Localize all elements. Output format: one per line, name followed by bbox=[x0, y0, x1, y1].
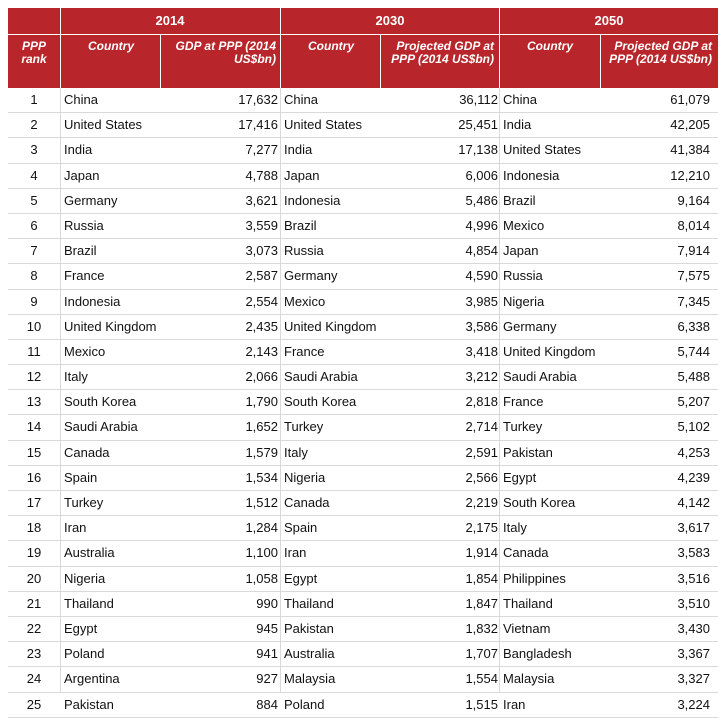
table-row bbox=[8, 541, 718, 566]
country-2014-cell: China bbox=[64, 92, 98, 107]
country-2030-cell: Russia bbox=[284, 243, 324, 259]
gdp-2030-cell: 2,219 bbox=[465, 495, 498, 510]
gdp-2014-cell: 1,512 bbox=[245, 495, 278, 510]
country-2030-cell: Malaysia bbox=[284, 671, 336, 687]
country-2030-cell: France bbox=[284, 343, 325, 359]
country-2030-cell: Canada bbox=[284, 495, 330, 510]
country-2014-cell: Germany bbox=[64, 192, 118, 208]
gdp-2014-cell: 945 bbox=[256, 620, 278, 636]
gdp-2014-cell: 3,621 bbox=[245, 192, 278, 208]
table-row bbox=[8, 138, 718, 163]
country-2014-cell: United States bbox=[64, 117, 143, 133]
country-2050-header: Country bbox=[527, 39, 573, 53]
table-row bbox=[8, 390, 718, 415]
gdp-2050-cell: 6,338 bbox=[677, 318, 710, 334]
country-2014-header: Country bbox=[88, 39, 134, 53]
table-row bbox=[8, 340, 718, 365]
country-2014-cell: France bbox=[64, 268, 105, 284]
country-2050-cell: Malaysia bbox=[503, 671, 555, 687]
table-row bbox=[8, 88, 718, 113]
rank-cell: 2 bbox=[30, 117, 38, 133]
table-row bbox=[8, 415, 718, 440]
country-2030-cell: Pakistan bbox=[284, 620, 334, 636]
rank-cell: 24 bbox=[26, 671, 42, 687]
gdp-2030-cell: 25,451 bbox=[458, 117, 498, 133]
country-2050-cell: Brazil bbox=[503, 192, 536, 208]
gdp-2050-cell: 3,516 bbox=[677, 570, 710, 586]
rank-cell: 20 bbox=[26, 570, 42, 586]
country-2050-cell: Indonesia bbox=[503, 167, 560, 183]
country-2030-cell: Spain bbox=[284, 520, 318, 536]
country-2014-cell: Indonesia bbox=[64, 293, 121, 309]
gdp-2014-cell: 2,587 bbox=[245, 268, 278, 284]
gdp-2050-cell: 41,384 bbox=[670, 142, 710, 158]
country-2014-cell: Poland bbox=[64, 646, 105, 662]
country-2050-cell: France bbox=[503, 394, 544, 410]
gdp-2014-cell: 7,277 bbox=[245, 142, 278, 158]
year-2050-header: 2050 bbox=[594, 13, 624, 28]
gdp-2014-cell: 1,579 bbox=[245, 444, 278, 460]
gdp-2014-cell: 1,058 bbox=[245, 570, 278, 586]
country-2030-cell: Egypt bbox=[284, 570, 318, 586]
table-row bbox=[8, 264, 718, 289]
gdp-2050-cell: 7,575 bbox=[677, 268, 710, 284]
gdp-2014-cell: 990 bbox=[256, 595, 278, 611]
rank-cell: 25 bbox=[26, 696, 42, 712]
country-2050-cell: United States bbox=[503, 142, 582, 158]
gdp-2030-cell: 2,591 bbox=[465, 444, 498, 460]
table-header bbox=[8, 8, 718, 88]
country-2014-cell: Japan bbox=[64, 167, 100, 183]
rank-cell: 4 bbox=[30, 167, 38, 183]
gdp-2050-cell: 5,488 bbox=[677, 369, 710, 385]
country-2050-cell: Vietnam bbox=[503, 620, 551, 636]
country-2050-cell: China bbox=[503, 92, 537, 107]
table-row bbox=[8, 466, 718, 491]
gdp-2050-cell: 3,510 bbox=[677, 595, 710, 611]
country-2030-cell: Australia bbox=[284, 646, 335, 662]
country-2014-cell: India bbox=[64, 142, 93, 158]
gdp-2050-cell: 9,164 bbox=[677, 192, 710, 208]
gdp-2030-cell: 3,212 bbox=[465, 369, 498, 385]
country-2014-cell: Argentina bbox=[64, 671, 120, 687]
country-2050-cell: Pakistan bbox=[503, 444, 553, 460]
gdp-2014-cell: 17,632 bbox=[238, 92, 278, 107]
gdp-2030-cell: 17,138 bbox=[458, 142, 498, 158]
year-2014-header: 2014 bbox=[155, 13, 185, 28]
gdp-2014-cell: 1,790 bbox=[245, 394, 278, 410]
gdp-2030-cell: 1,854 bbox=[465, 570, 498, 586]
rank-cell: 12 bbox=[26, 369, 42, 385]
gdp-2014-cell: 2,435 bbox=[245, 318, 278, 334]
country-2030-cell: United Kingdom bbox=[284, 318, 377, 334]
gdp-2030-header: Projected GDP at PPP (2014 US$bn) bbox=[391, 39, 494, 66]
gdp-2050-cell: 3,617 bbox=[677, 520, 710, 536]
gdp-2030-cell: 4,996 bbox=[465, 217, 498, 233]
rank-cell: 22 bbox=[26, 620, 42, 636]
country-2014-cell: United Kingdom bbox=[64, 318, 157, 334]
rank-cell: 23 bbox=[26, 646, 42, 662]
country-2014-cell: Australia bbox=[64, 545, 115, 561]
rank-cell: 7 bbox=[30, 243, 38, 259]
country-2014-cell: Mexico bbox=[64, 343, 106, 359]
country-2014-cell: Egypt bbox=[64, 620, 98, 636]
gdp-2030-cell: 1,914 bbox=[465, 545, 498, 561]
country-2014-cell: Iran bbox=[64, 520, 87, 536]
table-row bbox=[8, 667, 718, 692]
rank-cell: 3 bbox=[30, 142, 38, 158]
header-divider bbox=[600, 35, 601, 88]
gdp-2030-cell: 2,566 bbox=[465, 469, 498, 485]
country-2050-cell: India bbox=[503, 117, 532, 133]
year-header-row bbox=[8, 8, 718, 35]
country-2014-cell: Canada bbox=[64, 444, 110, 460]
gdp-2030-cell: 3,418 bbox=[465, 343, 498, 359]
gdp-2014-cell: 4,788 bbox=[245, 167, 278, 183]
gdp-2030-cell: 36,112 bbox=[459, 92, 498, 107]
rank-cell: 15 bbox=[26, 444, 42, 460]
gdp-2050-header: Projected GDP at PPP (2014 US$bn) bbox=[609, 39, 712, 66]
country-2050-cell: Thailand bbox=[503, 595, 553, 611]
gdp-2030-cell: 1,707 bbox=[465, 646, 498, 662]
table-body bbox=[8, 88, 718, 718]
table-row bbox=[8, 214, 718, 239]
gdp-2050-cell: 5,207 bbox=[677, 394, 710, 410]
table-row bbox=[8, 290, 718, 315]
country-2014-cell: Thailand bbox=[64, 595, 114, 611]
table-row bbox=[8, 441, 718, 466]
country-2050-cell: Russia bbox=[503, 268, 543, 284]
gdp-2014-cell: 1,284 bbox=[245, 520, 278, 536]
country-2014-cell: South Korea bbox=[64, 394, 137, 410]
gdp-2014-cell: 3,073 bbox=[245, 243, 278, 259]
gdp-2014-cell: 884 bbox=[256, 696, 278, 712]
gdp-2050-cell: 42,205 bbox=[670, 117, 710, 133]
table-row bbox=[8, 315, 718, 340]
gdp-2050-cell: 4,239 bbox=[677, 469, 710, 485]
table-row bbox=[8, 693, 718, 718]
header-divider bbox=[499, 8, 500, 88]
country-2030-cell: Nigeria bbox=[284, 469, 326, 485]
rank-cell: 13 bbox=[26, 394, 42, 410]
country-2050-cell: South Korea bbox=[503, 495, 576, 510]
country-2050-cell: Iran bbox=[503, 696, 526, 712]
country-2030-cell: United States bbox=[284, 117, 363, 133]
country-2050-cell: Egypt bbox=[503, 469, 537, 485]
gdp-2030-cell: 3,586 bbox=[465, 318, 498, 334]
country-2050-cell: Canada bbox=[503, 545, 549, 561]
country-2030-cell: Indonesia bbox=[284, 192, 341, 208]
gdp-2030-cell: 2,714 bbox=[465, 419, 498, 435]
country-2014-cell: Brazil bbox=[64, 243, 97, 259]
country-2030-cell: Thailand bbox=[284, 595, 334, 611]
gdp-2014-cell: 2,066 bbox=[245, 369, 278, 385]
table-row bbox=[8, 642, 718, 667]
rank-cell: 17 bbox=[26, 495, 42, 510]
rank-cell: 21 bbox=[26, 595, 42, 611]
country-2014-cell: Spain bbox=[64, 469, 98, 485]
gdp-2030-cell: 2,818 bbox=[465, 394, 498, 410]
country-2014-cell: Italy bbox=[64, 369, 88, 385]
gdp-2050-cell: 12,210 bbox=[670, 167, 710, 183]
rank-cell: 1 bbox=[30, 92, 38, 107]
country-2030-cell: Brazil bbox=[284, 217, 317, 233]
country-2014-cell: Pakistan bbox=[64, 696, 114, 712]
rank-cell: 10 bbox=[26, 318, 42, 334]
gdp-2030-cell: 1,832 bbox=[465, 620, 498, 636]
country-2014-cell: Nigeria bbox=[64, 570, 106, 586]
rank-cell: 9 bbox=[30, 293, 38, 309]
gdp-2014-cell: 941 bbox=[256, 646, 278, 662]
country-2030-cell: Japan bbox=[284, 167, 320, 183]
country-2030-cell: China bbox=[284, 92, 318, 107]
gdp-2014-cell: 3,559 bbox=[245, 217, 278, 233]
gdp-2030-cell: 4,854 bbox=[465, 243, 498, 259]
gdp-2014-cell: 1,652 bbox=[245, 419, 278, 435]
year-2030-header: 2030 bbox=[375, 13, 405, 28]
country-2050-cell: Bangladesh bbox=[503, 646, 572, 662]
gdp-2030-cell: 1,847 bbox=[465, 595, 498, 611]
country-2050-cell: Italy bbox=[503, 520, 527, 536]
table-row bbox=[8, 113, 718, 138]
table-row bbox=[8, 592, 718, 617]
gdp-2050-cell: 3,224 bbox=[677, 696, 710, 712]
gdp-2014-cell: 1,534 bbox=[245, 469, 278, 485]
country-2050-cell: United Kingdom bbox=[503, 343, 596, 359]
country-2030-cell: Turkey bbox=[284, 419, 324, 435]
gdp-2050-cell: 5,102 bbox=[677, 419, 710, 435]
table-row bbox=[8, 567, 718, 592]
gdp-2050-cell: 7,345 bbox=[677, 293, 710, 309]
gdp-2030-cell: 1,515 bbox=[465, 696, 498, 712]
gdp-2014-cell: 1,100 bbox=[245, 545, 278, 561]
gdp-2030-cell: 3,985 bbox=[465, 293, 498, 309]
country-2050-cell: Mexico bbox=[503, 217, 545, 233]
gdp-2030-cell: 5,486 bbox=[465, 192, 498, 208]
country-2030-cell: Poland bbox=[284, 696, 325, 712]
rank-cell: 11 bbox=[27, 343, 41, 359]
gdp-2050-cell: 3,583 bbox=[677, 545, 710, 561]
country-2030-cell: South Korea bbox=[284, 394, 357, 410]
gdp-2050-cell: 5,744 bbox=[677, 343, 710, 359]
gdp-2014-cell: 17,416 bbox=[238, 117, 278, 133]
gdp-2050-cell: 8,014 bbox=[677, 217, 710, 233]
gdp-2050-cell: 4,253 bbox=[677, 444, 710, 460]
gdp-2050-cell: 3,327 bbox=[677, 671, 710, 687]
gdp-2030-cell: 2,175 bbox=[465, 520, 498, 536]
rank-cell: 19 bbox=[26, 545, 42, 561]
gdp-2014-cell: 2,143 bbox=[245, 343, 278, 359]
rank-cell: 16 bbox=[26, 469, 42, 485]
table-row bbox=[8, 239, 718, 264]
gdp-2050-cell: 3,430 bbox=[677, 620, 710, 636]
country-2050-cell: Germany bbox=[503, 318, 557, 334]
country-2050-cell: Turkey bbox=[503, 419, 543, 435]
table-row bbox=[8, 516, 718, 541]
country-2030-cell: Saudi Arabia bbox=[284, 369, 358, 385]
gdp-2050-cell: 61,079 bbox=[670, 92, 710, 107]
table-row bbox=[8, 617, 718, 642]
header-divider bbox=[160, 35, 161, 88]
country-2030-cell: India bbox=[284, 142, 313, 158]
gdp-2030-cell: 4,590 bbox=[465, 268, 498, 284]
header-divider bbox=[380, 35, 381, 88]
header-divider bbox=[60, 8, 61, 88]
gdp-2050-cell: 7,914 bbox=[677, 243, 710, 259]
rank-cell: 8 bbox=[30, 268, 38, 284]
country-2030-header: Country bbox=[308, 39, 354, 53]
country-2030-cell: Iran bbox=[284, 545, 307, 561]
rank-cell: 14 bbox=[26, 419, 42, 435]
rank-cell: 5 bbox=[30, 192, 38, 208]
gdp-2050-cell: 3,367 bbox=[677, 646, 710, 662]
gdp-2030-cell: 6,006 bbox=[465, 167, 498, 183]
table-row bbox=[8, 164, 718, 189]
gdp-2050-cell: 4,142 bbox=[677, 495, 710, 510]
country-2030-cell: Italy bbox=[284, 444, 308, 460]
country-2014-cell: Saudi Arabia bbox=[64, 419, 138, 435]
rank-cell: 6 bbox=[30, 217, 38, 233]
country-2014-cell: Turkey bbox=[64, 495, 104, 510]
country-2014-cell: Russia bbox=[64, 217, 104, 233]
table-row bbox=[8, 365, 718, 390]
country-2050-cell: Saudi Arabia bbox=[503, 369, 577, 385]
country-2030-cell: Germany bbox=[284, 268, 338, 284]
gdp-2030-cell: 1,554 bbox=[465, 671, 498, 687]
table-row bbox=[8, 491, 718, 516]
country-2050-cell: Philippines bbox=[503, 570, 566, 586]
rank-cell: 18 bbox=[26, 520, 42, 536]
country-2050-cell: Nigeria bbox=[503, 293, 545, 309]
country-2050-cell: Japan bbox=[503, 243, 539, 259]
gdp-2014-cell: 927 bbox=[256, 671, 278, 687]
country-2030-cell: Mexico bbox=[284, 293, 326, 309]
header-divider bbox=[280, 8, 281, 88]
table-row bbox=[8, 189, 718, 214]
gdp-2014-header: GDP at PPP (2014 US$bn) bbox=[175, 39, 276, 66]
gdp-2014-cell: 2,554 bbox=[245, 293, 278, 309]
ppp-rank-header: PPP rank bbox=[21, 39, 47, 66]
